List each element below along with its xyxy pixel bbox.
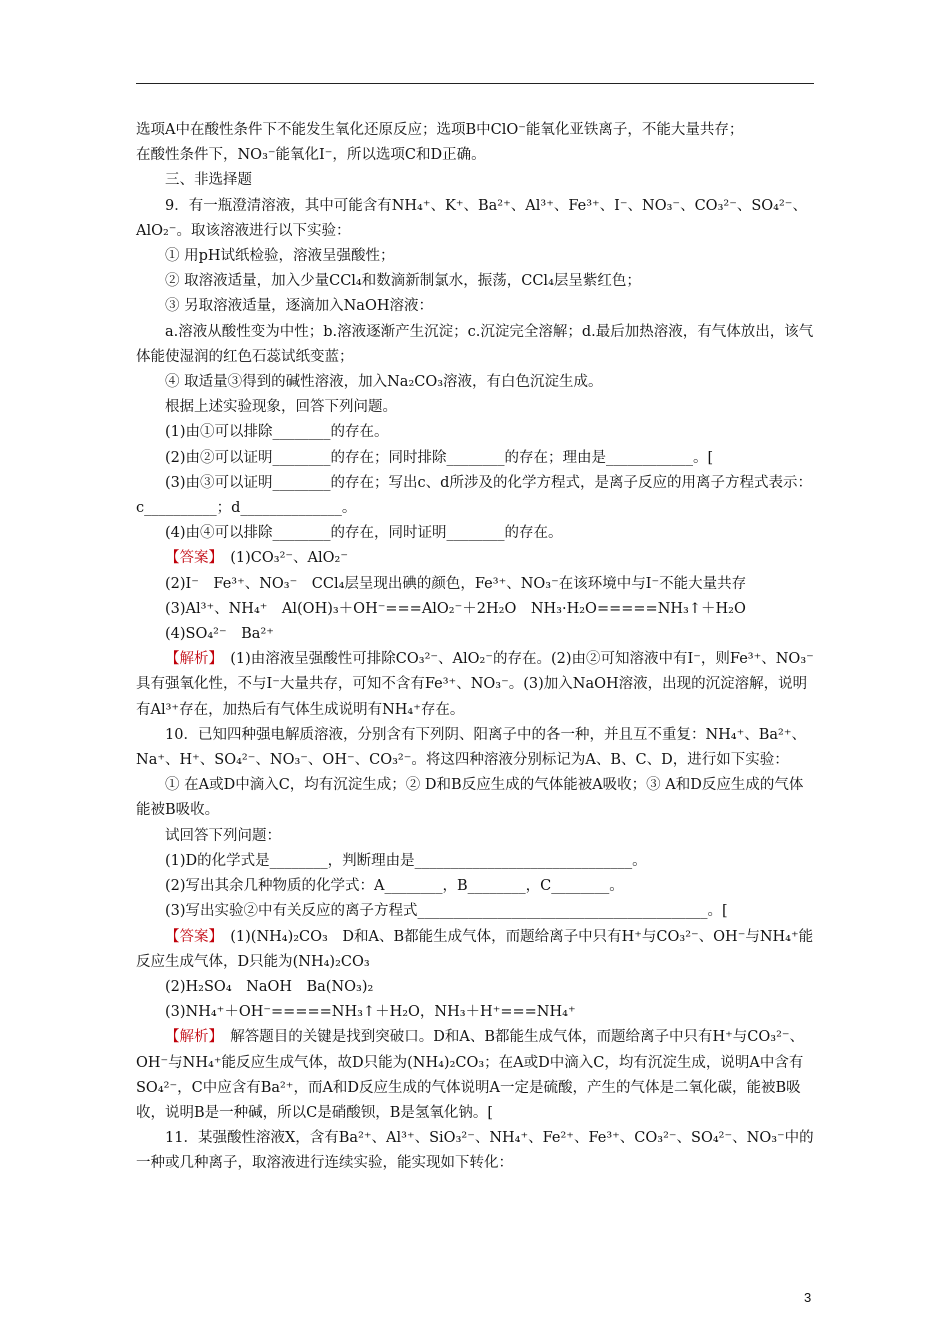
question-10-prompt: 试回答下列问题： <box>165 827 281 844</box>
text-line: 在酸性条件下，NO₃⁻能氧化I⁻，所以选项C和D正确。 <box>136 147 486 164</box>
question-9-stem: 9．有一瓶澄清溶液，其中可能含有NH₄⁺、K⁺、Ba²⁺、Al³⁺、Fe³⁺、I⁻、NO₃⁻、CO₃²⁻、SO₄²⁻、AlO₂⁻。取该溶液进行以下实验： <box>136 197 807 239</box>
question-9-step-3-detail: a.溶液从酸性变为中性；b.溶液逐渐产生沉淀；c.沉淀完全溶解；d.最后加热溶液，有气体放出，该气体能使湿润的红色石蕊试纸变蓝； <box>136 323 814 365</box>
question-10-stem: 10．已知四种强电解质溶液，分别含有下列阴、阳离子中的各一种，并且互不重复：NH₄⁺、Ba²⁺、Na⁺、H⁺、SO₄²⁻、NO₃⁻、OH⁻、CO₃²⁻。将这四种溶液分别标记为A、B、C、D，进行如下实验： <box>136 726 807 769</box>
question-9-part-3: (3)由③可以证明________的存在；写出c、d所涉及的化学方程式，是离子反应的用离子方程式表示：c__________；d______________。 <box>136 474 812 517</box>
question-9-part-1: (1)由①可以排除________的存在。 <box>165 424 389 441</box>
question-10-part-1: (1)D的化学式是________，判断理由是______________________________。 <box>165 852 647 869</box>
question-9-part-4: (4)由④可以排除________的存在，同时证明________的存在。 <box>165 525 563 542</box>
page-number: 3 <box>804 1290 812 1305</box>
question-10-part-2: (2)写出其余几种物质的化学式：A________，B________，C________。 <box>165 878 624 895</box>
answer-9-line-2: (2)I⁻ Fe³⁺、NO₃⁻ CCl₄层呈现出碘的颜色，Fe³⁺、NO₃⁻在该环境中与I⁻不能大量共存 <box>165 575 747 592</box>
explanation-9: 【解析】 (1)由溶液呈强酸性可排除CO₃²⁻、AlO₂⁻的存在。(2)由②可知溶液中有I⁻，则Fe³⁺、NO₃⁻具有强氧化性，不与I⁻大量共存，可知不含有Fe³⁺、NO₃⁻。(3)加入NaOH溶液，出现的沉淀溶解，说明有Al³⁺存在，加热后有气体生成说明有NH₄⁺存在。 <box>136 651 814 718</box>
answer-tag: 【答案】 <box>165 550 216 567</box>
question-9-step-3: ③ 另取溶液适量，逐滴加入NaOH溶液： <box>165 298 433 315</box>
section-heading: 三、非选择题 <box>165 172 252 189</box>
question-10-experiments: ① 在A或D中滴入C，均有沉淀生成；② D和B反应生成的气体能被A吸收；③ A和D反应生成的气体能被B吸收。 <box>136 777 804 819</box>
page-content <box>136 118 816 1177</box>
question-9-step-1: ① 用pH试纸检验，溶液呈强酸性； <box>165 248 395 265</box>
question-9-prompt: 根据上述实验现象，回答下列问题。 <box>165 399 397 416</box>
explanation-tag: 【解析】 <box>165 651 216 668</box>
text-line: 选项A中在酸性条件下不能发生氧化还原反应；选项B中ClO⁻能氧化亚铁离子，不能大量共存； <box>136 122 744 138</box>
header-rule <box>136 83 814 84</box>
question-11-stem: 11．某强酸性溶液X，含有Ba²⁺、Al³⁺、SiO₃²⁻、NH₄⁺、Fe²⁺、Fe³⁺、CO₃²⁻、SO₄²⁻、NO₃⁻中的一种或几种离子，取溶液进行连续实验，能实现如下转化： <box>136 1130 814 1172</box>
explanation-10: 【解析】 解答题目的关键是找到突破口。D和A、B都能生成气体，而题给离子中只有H⁺与CO₃²⁻、OH⁻与NH₄⁺能反应生成气体，故D只能为(NH₄)₂CO₃；在A或D中滴入C，均有沉淀生成，说明A中含有SO₄²⁻，C中应含有Ba²⁺，而A和D反应生成的气体说明A一定是硫酸，产生的气体是二氧化碳，能被B吸收，说明B是一种碱，所以C是硝酸钡，B是氢氧化钠。[ <box>136 1029 805 1121</box>
question-9-part-2: (2)由②可以证明________的存在；同时排除________的存在；理由是____________。[ <box>165 449 714 466</box>
answer-tag: 【答案】 <box>165 928 216 945</box>
answer-9-line-3: (3)Al³⁺、NH₄⁺ Al(OH)₃＋OH⁻===AlO₂⁻＋2H₂O NH₃·H₂O=====NH₃↑＋H₂O <box>165 600 746 617</box>
answer-9-line-4: (4)SO₄²⁻ Ba²⁺ <box>165 626 274 643</box>
answer-9: 【答案】 (1)CO₃²⁻、AlO₂⁻ <box>165 550 349 567</box>
question-9-step-4: ④ 取适量③得到的碱性溶液，加入Na₂CO₃溶液，有白色沉淀生成。 <box>165 374 603 391</box>
question-10-part-3: (3)写出实验②中有关反应的离子方程式________________________________________。[ <box>165 903 728 920</box>
answer-10-line-2: (2)H₂SO₄ NaOH Ba(NO₃)₂ <box>165 978 374 995</box>
answer-10: 【答案】 (1)(NH₄)₂CO₃ D和A、B都能生成气体，而题给离子中只有H⁺与CO₃²⁻、OH⁻与NH₄⁺能反应生成气体，D只能为(NH₄)₂CO₃ <box>136 928 814 970</box>
question-9-step-2: ② 取溶液适量，加入少量CCl₄和数滴新制氯水，振荡，CCl₄层呈紫红色； <box>165 273 641 290</box>
answer-10-line-3: (3)NH₄⁺＋OH⁻=====NH₃↑＋H₂O，NH₃＋H⁺===NH₄⁺ <box>165 1004 576 1021</box>
explanation-tag: 【解析】 <box>165 1029 216 1046</box>
